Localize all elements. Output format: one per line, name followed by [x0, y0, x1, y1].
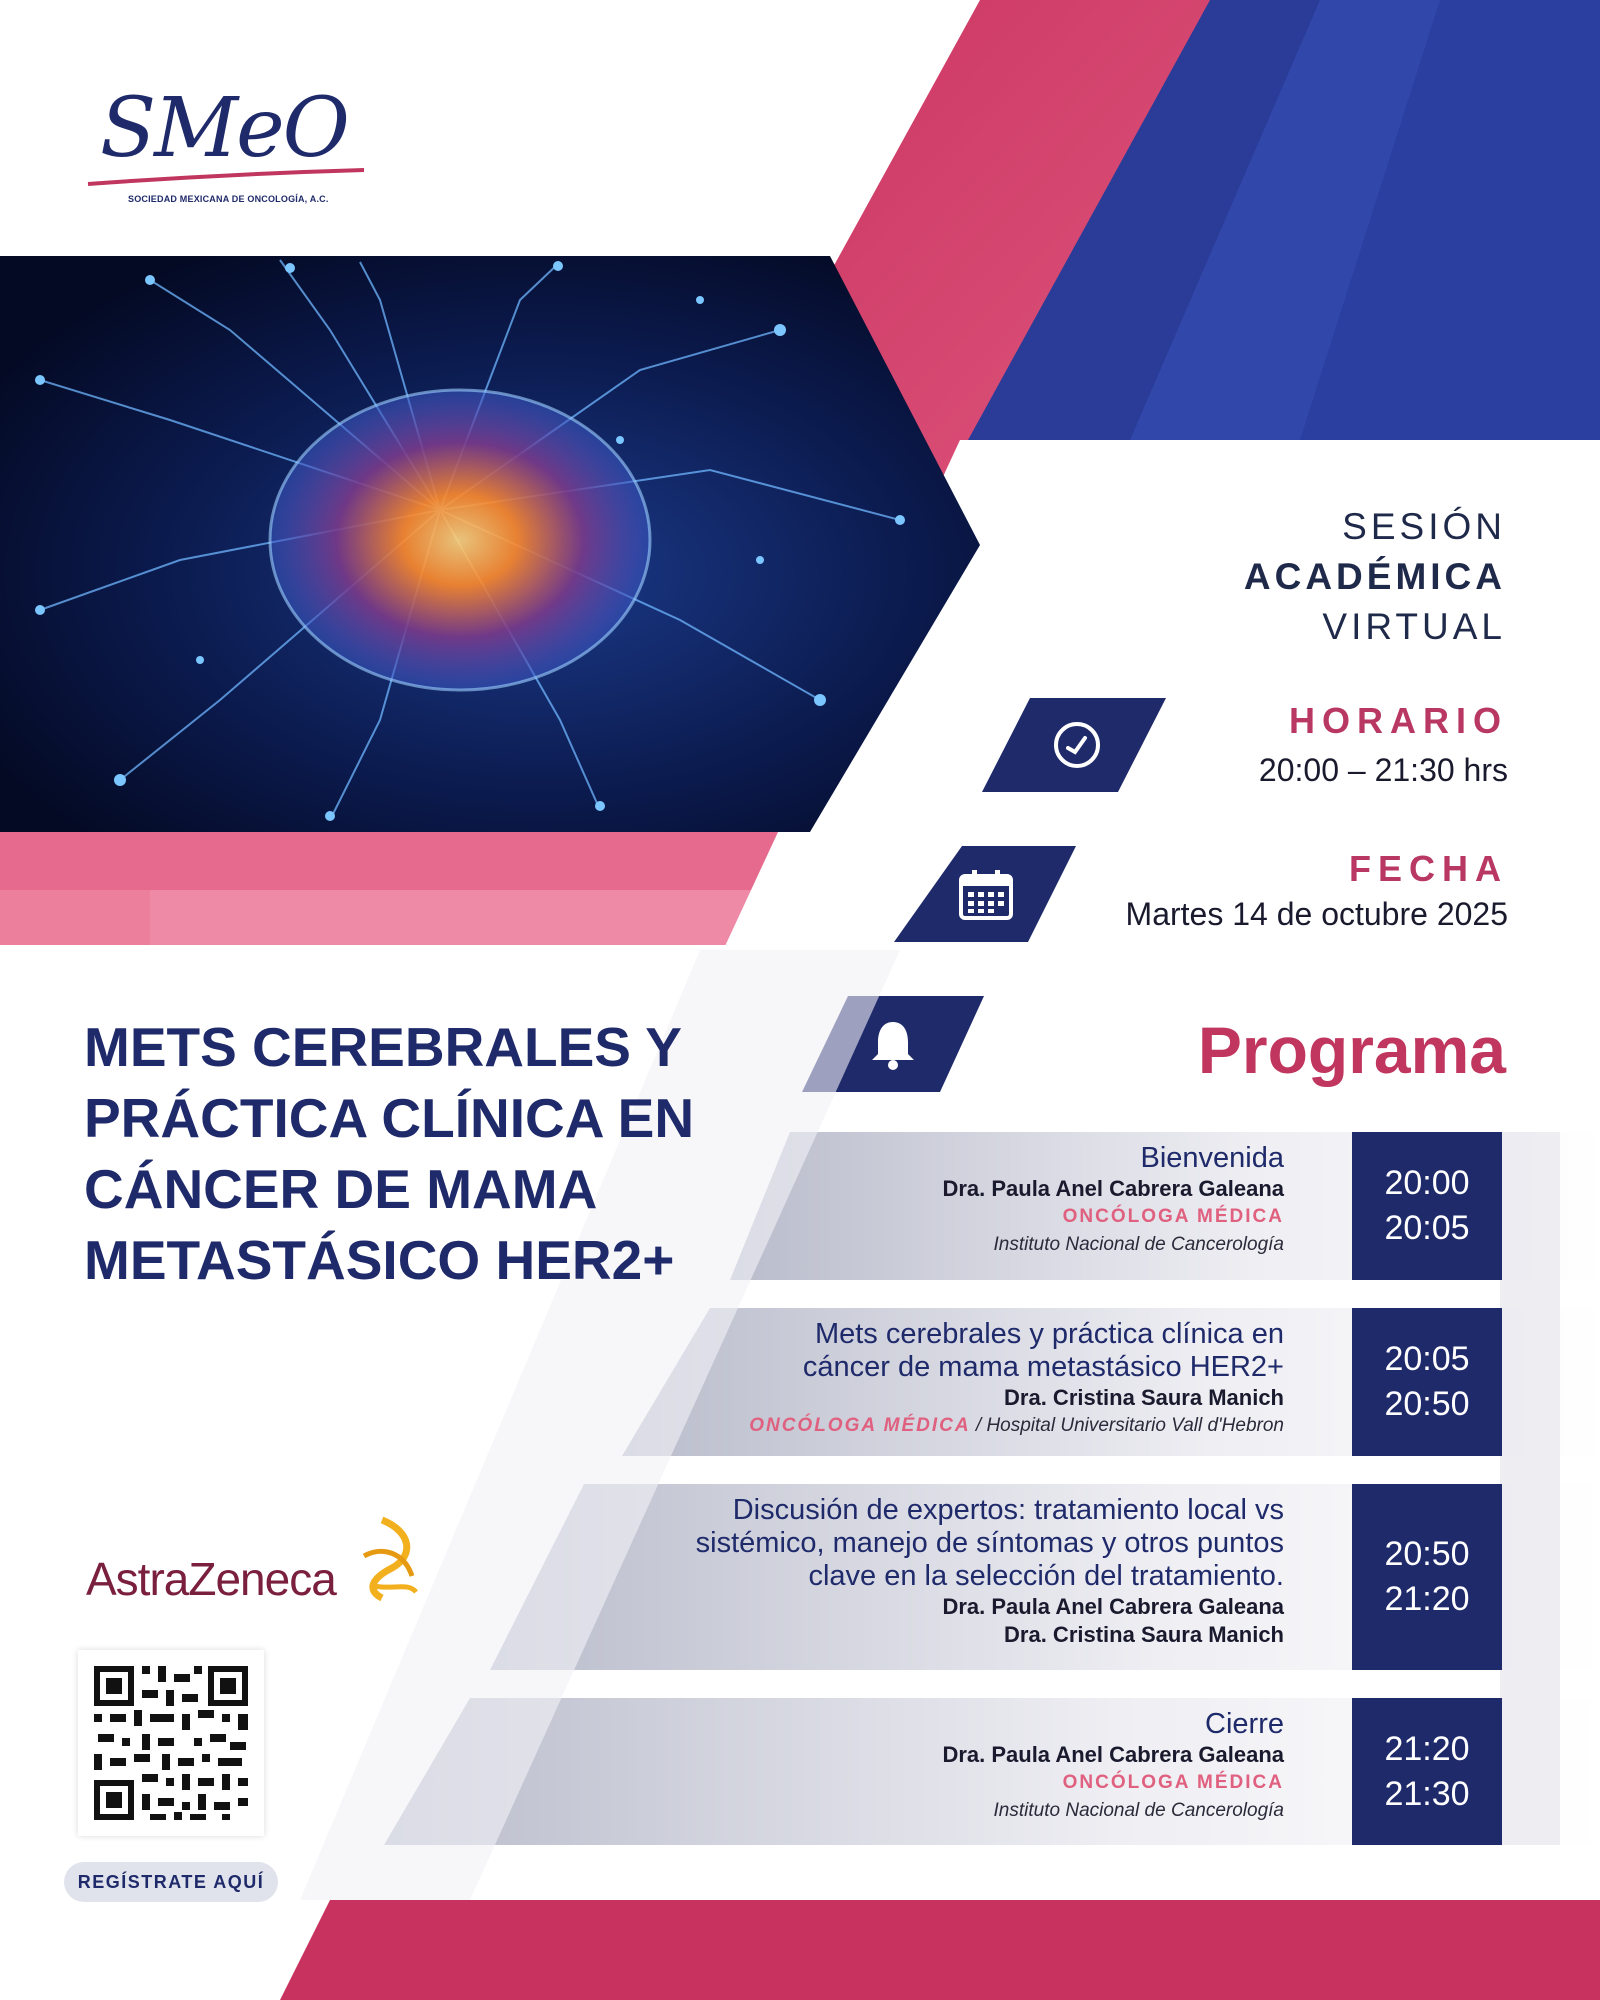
schedule-value: 20:00 – 21:30 hrs [1258, 752, 1508, 788]
time-end: 20:50 [1384, 1385, 1470, 1423]
calendar-icon [958, 868, 1014, 920]
program-item-1 [942, 1142, 1284, 1259]
time-start: 20:50 [1384, 1535, 1470, 1573]
item-institution: Instituto Nacional de Cancerología [993, 1234, 1284, 1255]
astrazeneca-logo: AstraZeneca [86, 1553, 336, 1605]
event-title: METS CEREBRALES Y PRÁCTICA CLÍNICA EN CÁNCER DE MAMA METASTÁSICO HER2+ [84, 1016, 695, 1291]
time-box-3 [1352, 1484, 1502, 1670]
item-role: ONCÓLOGA MÉDICA [749, 1415, 971, 1436]
item-speaker-2: Dra. Cristina Saura Manich [1004, 1622, 1284, 1647]
program-item-3 [696, 1494, 1284, 1649]
item-speaker-1: Dra. Paula Anel Cabrera Galeana [942, 1594, 1284, 1619]
program-item-4 [942, 1708, 1284, 1825]
bell-icon [868, 1018, 918, 1072]
session-line1: SESIÓN [1342, 506, 1506, 547]
time-end: 21:30 [1384, 1774, 1470, 1813]
time-box-4 [1352, 1698, 1502, 1845]
session-label [1244, 502, 1506, 652]
item-title-line-2: cáncer de mama metastásico HER2+ [802, 1351, 1284, 1383]
item-title-line-1: Mets cerebrales y práctica clínica en [814, 1318, 1284, 1350]
date-label: FECHA [1349, 848, 1508, 889]
register-button[interactable]: REGÍSTRATE AQUÍ [64, 1862, 278, 1902]
qr-code-icon[interactable] [78, 1650, 264, 1836]
date-value: Martes 14 de octubre 2025 [1125, 896, 1508, 932]
item-speaker: Dra. Paula Anel Cabrera Galeana [942, 1176, 1284, 1201]
time-end: 20:05 [1384, 1209, 1470, 1247]
time-start: 20:00 [1384, 1164, 1470, 1202]
astrazeneca-swirl-icon [352, 1516, 422, 1602]
time-end: 21:20 [1384, 1580, 1470, 1618]
item-title: Cierre [1205, 1708, 1284, 1740]
logo-subtitle: SOCIEDAD MEXICANA DE ONCOLOGÍA, A.C. [128, 194, 329, 204]
qr-code-graphic [78, 1650, 264, 1836]
item-title-line-1: Discusión de expertos: tratamiento local vs [732, 1494, 1284, 1526]
session-line2: ACADÉMICA [1243, 556, 1506, 597]
item-role: ONCÓLOGA MÉDICA [1062, 1772, 1284, 1793]
time-start: 20:05 [1384, 1340, 1470, 1378]
program-heading: Programa [1197, 1013, 1506, 1087]
program-item-2 [749, 1318, 1284, 1440]
clock-icon [1052, 720, 1102, 770]
item-separator: / [970, 1415, 987, 1436]
time-box-2 [1352, 1308, 1502, 1456]
item-title-line-2: sistémico, manejo de síntomas y otros puntos [695, 1527, 1284, 1559]
item-speaker: Dra. Paula Anel Cabrera Galeana [942, 1742, 1284, 1767]
item-speaker: Dra. Cristina Saura Manich [1004, 1385, 1284, 1410]
item-institution: Instituto Nacional de Cancerología [993, 1800, 1284, 1821]
schedule-label: HORARIO [1289, 700, 1508, 741]
time-box-1 [1352, 1132, 1502, 1280]
item-title-line-3: clave en la selección del tratamiento. [808, 1560, 1284, 1592]
item-title: Bienvenida [1140, 1142, 1284, 1174]
time-start: 21:20 [1384, 1729, 1470, 1768]
logo-swoosh-icon [86, 168, 366, 188]
smeo-logo: SMeO [100, 81, 348, 176]
session-line3: VIRTUAL [1322, 606, 1506, 647]
item-role-institution [749, 1412, 1284, 1440]
item-role: ONCÓLOGA MÉDICA [1062, 1206, 1284, 1227]
item-institution: Hospital Universitario Vall d'Hebron [986, 1415, 1284, 1436]
